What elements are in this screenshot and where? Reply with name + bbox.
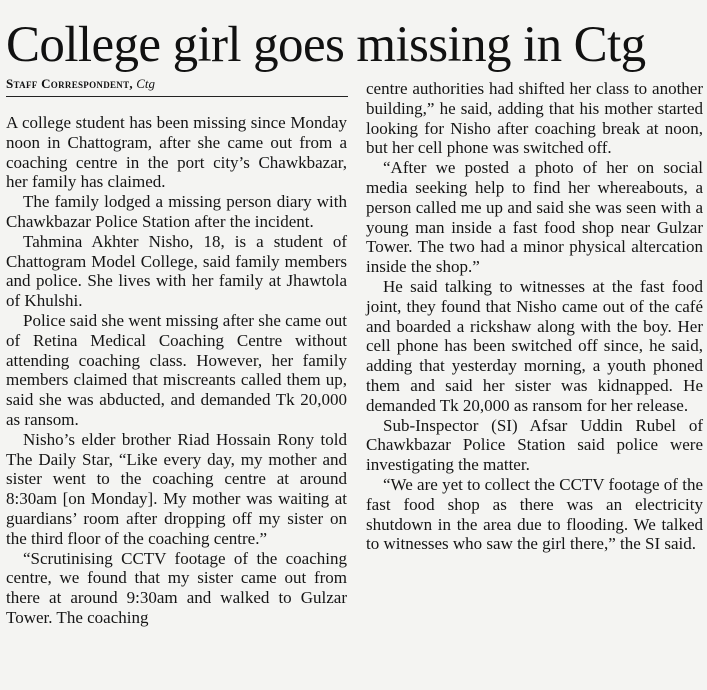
headline: College girl goes missing in Ctg xyxy=(6,17,646,73)
byline-correspondent: Staff Correspondent, xyxy=(6,76,133,91)
byline-rule xyxy=(6,96,348,97)
paragraph-continued: centre authorities had shifted her class to another building,” he said, adding that his mother started looking for Nisho after coaching break at noon, but her cell phone was switched off. xyxy=(366,79,703,158)
paragraph: “We are yet to collect the CCTV footage of the fast food shop as there was an electricity shutdown in the area due to flooding. We talked to witnesses who saw the girl there,” the SI said. xyxy=(366,474,703,554)
paragraph: Police said she went missing after she came out of Retina Medical Coaching Centre without attending coaching class. However, her family members claimed that miscreants called them up, said she was abducted, and demanded Tk 20,000 as ransom. xyxy=(6,310,347,429)
paragraph: Tahmina Akhter Nisho, 18, is a student of Chattogram Model College, said family members and police. She lives with her family at Jhawtola of Khulshi. xyxy=(6,231,347,311)
paragraph: “Scrutinising CCTV footage of the coaching centre, we found that my sister came out from there at around 9:30am and walked to Gulzar Tower. The coaching xyxy=(6,548,347,627)
byline xyxy=(6,75,155,93)
article-column-left xyxy=(6,113,347,628)
paragraph: A college student has been missing since Monday noon in Chattogram, after she came out from a coaching centre in the port city’s Chawkbazar, her family has claimed. xyxy=(6,113,347,192)
paragraph: “After we posted a photo of her on social media seeking help to find her whereabouts, a person called me up and said she was seen with a young man inside a fast food shop near Gulzar Tower. The two had a minor physical altercation inside the shop.” xyxy=(366,158,703,277)
paragraph: Nisho’s elder brother Riad Hossain Rony told The Daily Star, “Like every day, my mother and sister went to the coaching centre at around 8:30am [on Monday]. My mother was waiting at guardians’ room after dropping off my sister on the third floor of the coaching centre.” xyxy=(6,429,347,548)
paragraph: The family lodged a missing person diary with Chawkbazar Police Station after the incident. xyxy=(6,192,347,231)
article-column-right xyxy=(366,79,703,554)
paragraph: Sub-Inspector (SI) Afsar Uddin Rubel of Chawkbazar Police Station said police were investigating the matter. xyxy=(366,415,703,475)
paragraph: He said talking to witnesses at the fast food joint, they found that Nisho came out of the café and boarded a rickshaw along with the boy. Her cell phone has been switched off since, he said, adding that yesterday morning, a youth phoned them and said her sister was kidnapped. He demanded Tk 20,000 as ransom for her release. xyxy=(366,276,703,415)
byline-location: Ctg xyxy=(136,76,156,91)
